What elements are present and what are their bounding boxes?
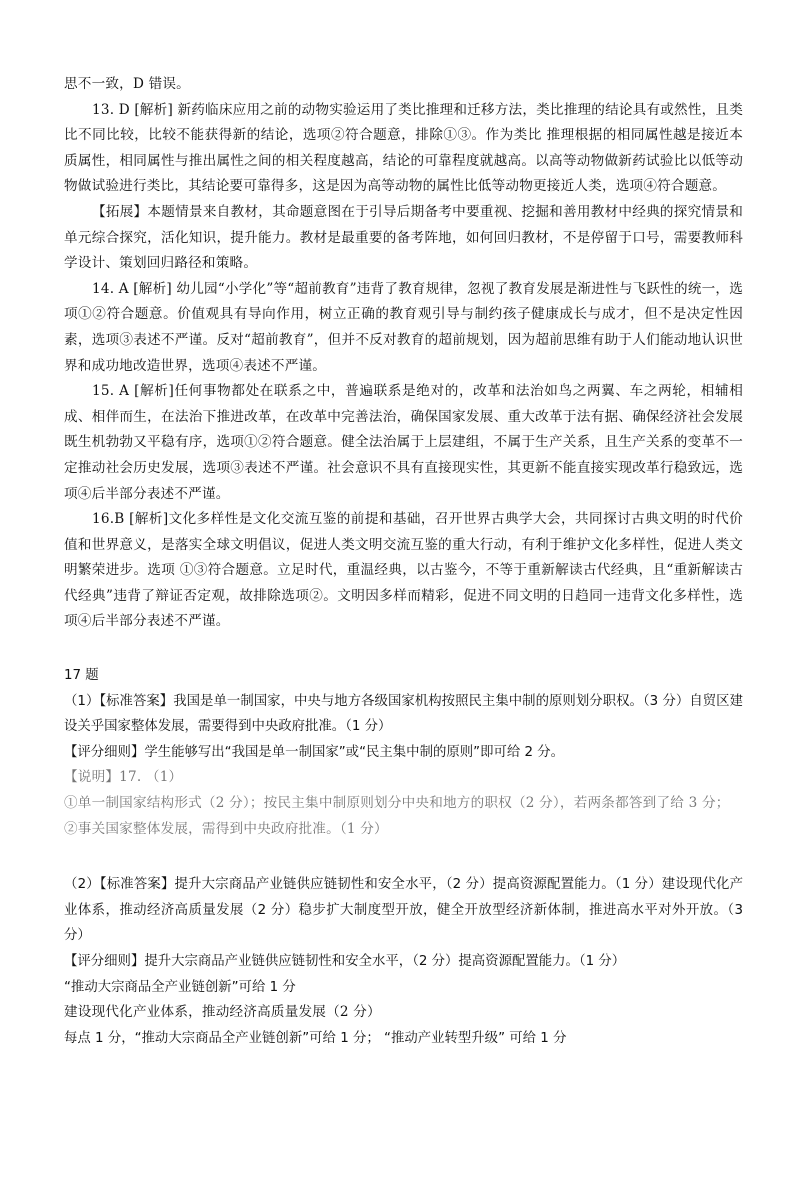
q17-part1-criteria: 【评分细则】学生能够写出“我国是单一制国家”或“民主集中制的原则”即可给 2 分。 — [64, 744, 565, 760]
q17-part2-line1: “推动大宗商品全产业链创新”可给 1 分 — [64, 979, 296, 995]
q17-part2-line3: 每点 1 分，“推动大宗商品全产业链创新”可给 1 分； “推动产业转型升级” 可给 1 分 — [64, 1030, 567, 1046]
q17-note-2: ②事关国家整体发展，需得到中央政府批准。（1 分） — [64, 820, 388, 837]
q17-note-1: ①单一制国家结构形式（2 分）；按民主集中制原则划分中央和地方的职权（2 分），若两条都答到了给 3 分； — [64, 795, 730, 812]
q17-part1-answer: （1）【标准答案】我国是单一制国家，中央与地方各级国家机构按照民主集中制的原则划分职权。（3 分）自贸区建设关乎国家整体发展，需要得到中央政府批准。（1 分） — [64, 693, 743, 735]
paragraph-q15: 15. A [解析]任何事物都处在联系之中，普遍联系是绝对的，改革和法治如鸟之两翼、车之两轮，相辅相成、相伴而生，在法治下推进改革，在改革中完善法治，确保国家发展、重大改革于法有据、确保经济社会发展既生机勃勃又平稳有序，选项①②符合题意。健全法治属于上层建组，不属于生产关系，且生产关系的变革不一定推动社会历史发展，选项③表述不严谨。社会意识不具有直接现实性，其更新不能直接实现改革行稳致远，选项④后半部分表述不严谨。 — [64, 383, 743, 502]
paragraph-q13: 13. D [解析] 新药临床应用之前的动物实验运用了类比推理和迁移方法，类比推理的结论具有或然性，且类比不同比较，比较不能获得新的结论，选项②符合题意，排除①③。作为类比 推理根据的相同属性越是接近本质属性，相同属性与推出属性之间的相关程度越高，结论的可靠程度就越高。以高等动物做新药试验比以低等动物做试验进行类比，其结论要可靠得多，这是因为高等动物的属性比低等动物更接近人类，选项④符合题意。 — [64, 101, 744, 195]
q17-part2-criteria: 【评分细则】提升大宗商品产业链供应链韧性和安全水平，（2 分）提高资源配置能力。（1 分） — [64, 954, 626, 969]
section-spacer — [64, 842, 743, 872]
q17-part2-line2: 建设现代化产业体系，推动经济高质量发展（2 分） — [64, 1004, 381, 1021]
q17-note-title: 【说明】17. （1） — [64, 769, 183, 786]
paragraph-q16: 16.B [解析]文化多样性是文化交流互鉴的前提和基础，召开世界古典学大会，共同探讨古典文明的时代价值和世界意义，是落实全球文明倡议，促进人类文明交流互鉴的重大行动，有利于维护文化多样性，促进人类文明繁荣进步。选项 ①③符合题意。立足时代，重温经典，以古鉴今，不等于重新解读古代经典，且“重新解读古代经典”违背了辩证否定观，故排除选项②。文明因多样而精彩，促进不同文明的日趋同一违背文化多样性，选项④后半部分表述不严谨。 — [64, 511, 743, 630]
paragraph-q14: 14. A [解析] 幼儿园“小学化”等“超前教育”违背了教育规律，忽视了教育发展是渐进性与飞跃性的统一，选项①②符合题意。价值观具有导向作用，树立正确的教育观引导与制约孩子健康成长与成才，但不是决定性因素，选项③表述不严谨。反对“超前教育”，但并不反对教育的超前规划，因为超前思维有助于人们能动地认识世界和成功地改造世界，选项④表述不严谨。 — [64, 280, 743, 374]
paragraph-continuation: 思不一致，D 错误。 — [64, 76, 190, 92]
paragraph-extension: 【拓展】本题情景来自教材，其命题意图在于引导后期备考中要重视、挖掘和善用教材中经典的探究情景和单元综合探究，活化知识，提升能力。教材是最重要的备考阵地，如何回归教材，不是停留于口号，需要教师科学设计、策划回归路径和策略。 — [64, 203, 743, 272]
q17-title: 17 题 — [64, 668, 99, 684]
q17-part2-answer: （2）【标准答案】提升大宗商品产业链供应链韧性和安全水平，（2 分）提高资源配置能力。（1 分）建设现代化产业体系，推动经济高质量发展（2 分）稳步扩大制度型开放，健全开放型经济新体制，推进高水平对外开放。（3 分） — [64, 877, 743, 944]
